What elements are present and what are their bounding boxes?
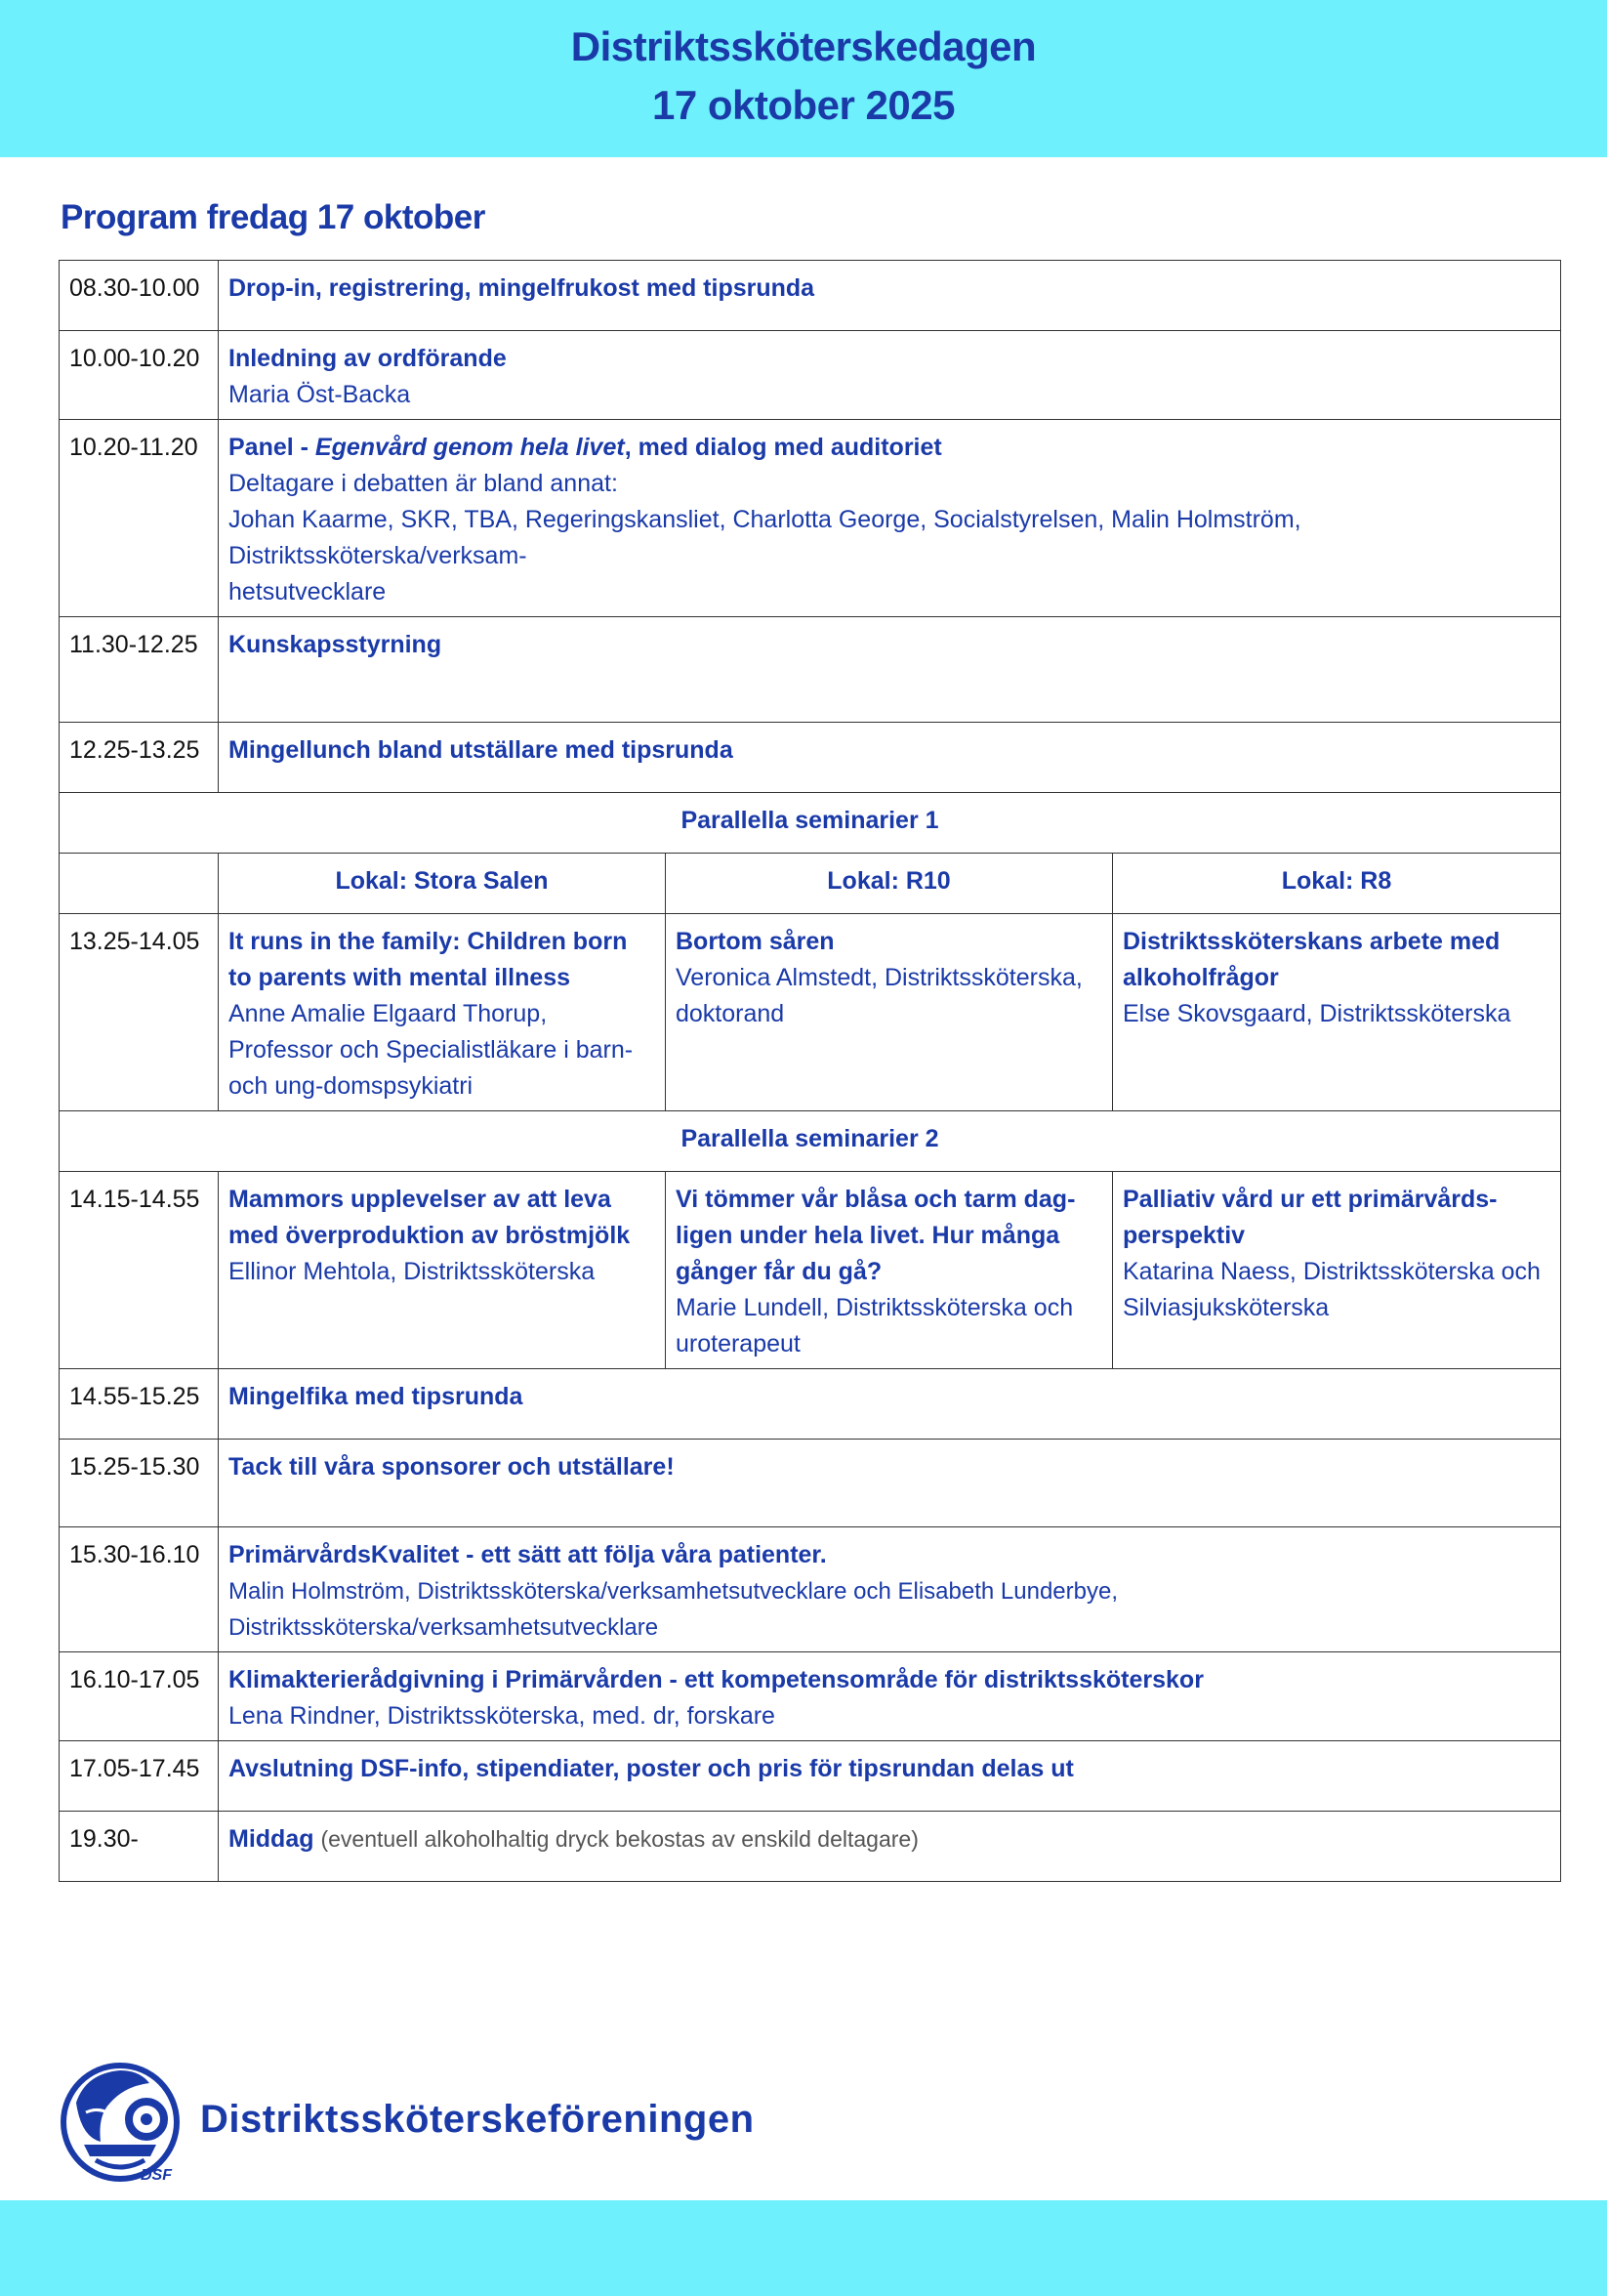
time-cell: 10.00-10.20 <box>60 331 219 420</box>
header-band <box>0 0 1607 157</box>
table-row <box>60 854 1561 914</box>
seminar-cell <box>1113 914 1561 1111</box>
footer-band <box>0 2200 1607 2296</box>
table-row <box>60 1440 1561 1527</box>
event-date: 17 oktober 2025 <box>651 82 955 128</box>
seminar-cell <box>219 914 666 1111</box>
seminar-speaker: Ellinor Mehtola, Distriktssköterska <box>228 1258 596 1285</box>
time-cell: 16.10-17.05 <box>60 1652 219 1741</box>
session-cell <box>219 1741 1561 1812</box>
panel-participants: Johan Kaarme, SKR, TBA, Regeringskansliet, Charlotta George, Socialstyrelsen, Malin Holmström, Distriktssköterska/verksam- <box>228 506 1301 569</box>
program-heading: Program fredag 17 oktober <box>61 198 485 236</box>
session-title: Drop-in, registrering, mingelfrukost med tipsrunda <box>228 274 815 302</box>
time-cell: 17.05-17.45 <box>60 1741 219 1812</box>
time-cell: 14.15-14.55 <box>60 1172 219 1369</box>
table-row <box>60 331 1561 420</box>
time-cell: 11.30-12.25 <box>60 617 219 723</box>
session-title <box>228 430 1550 466</box>
organization-name: Distriktssköterskeföreningen <box>200 2098 755 2141</box>
room-r8: Lokal: R8 <box>1113 854 1561 914</box>
panel-participants-cont: hetsutvecklare <box>228 578 387 605</box>
session-title: PrimärvårdsKvalitet - ett sätt att följa våra patienter. <box>228 1541 827 1568</box>
session-title: Mingelfika med tipsrunda <box>228 1383 523 1410</box>
seminar-speaker: Marie Lundell, Distriktssköterska och uroterapeut <box>676 1294 1074 1357</box>
time-cell: 13.25-14.05 <box>60 914 219 1111</box>
table-row <box>60 1652 1561 1741</box>
seminar-title: Distriktssköterskans arbete med alkoholfrågor <box>1123 928 1501 991</box>
logo-text: DSF <box>141 2167 172 2184</box>
session-cell <box>219 1812 1561 1882</box>
time-cell: 19.30- <box>60 1812 219 1882</box>
time-cell: 12.25-13.25 <box>60 723 219 793</box>
session-cell <box>219 723 1561 793</box>
parallel-heading-2: Parallella seminarier 2 <box>60 1111 1561 1172</box>
table-row <box>60 1111 1561 1172</box>
panel-intro: Deltagare i debatten är bland annat: <box>228 470 618 497</box>
seminar-cell <box>666 1172 1113 1369</box>
seminar-speaker: Veronica Almstedt, Distriktssköterska, doktorand <box>676 964 1083 1027</box>
time-cell: 08.30-10.00 <box>60 261 219 331</box>
room-r10: Lokal: R10 <box>666 854 1113 914</box>
table-row <box>60 1741 1561 1812</box>
session-title: Mingellunch bland utställare med tipsrunda <box>228 736 733 764</box>
time-cell: 14.55-15.25 <box>60 1369 219 1440</box>
seminar-speaker: Katarina Naess, Distriktssköterska och Silviasjuksköterska <box>1123 1258 1541 1321</box>
seminar-cell <box>1113 1172 1561 1369</box>
event-title: Distriktssköterskedagen <box>570 23 1037 69</box>
session-cell <box>219 331 1561 420</box>
seminar-speaker: Else Skovsgaard, Distriktssköterska <box>1123 1000 1511 1027</box>
session-title: Kunskapsstyrning <box>228 631 442 658</box>
table-row <box>60 617 1561 723</box>
seminar-title: Vi tömmer vår blåsa och tarm dag-ligen under hela livet. Hur många gånger får du gå? <box>676 1186 1076 1285</box>
session-title: Tack till våra sponsorer och utställare! <box>228 1453 675 1481</box>
session-note: (eventuell alkoholhaltig dryck bekostas av enskild deltagare) <box>320 1826 919 1852</box>
session-title: Middag <box>228 1825 314 1853</box>
session-cell <box>219 617 1561 723</box>
table-row <box>60 723 1561 793</box>
table-row <box>60 914 1561 1111</box>
table-row <box>60 420 1561 617</box>
seminar-title: It runs in the family: Children born to parents with mental illness <box>228 928 628 991</box>
table-row <box>60 1812 1561 1882</box>
session-speaker: Maria Öst-Backa <box>228 381 411 408</box>
seminar-title: Palliativ vård ur ett primärvårds-perspektiv <box>1123 1186 1498 1249</box>
seminar-speaker: Anne Amalie Elgaard Thorup, Professor och Specialistläkare i barn- och ung-domspsykiatri <box>228 1000 634 1100</box>
session-title: Klimakterierådgivning i Primärvården - ett kompetensområde för distriktssköterskor <box>228 1666 1204 1693</box>
dsf-logo-svg <box>57 2059 184 2186</box>
session-cell <box>219 1440 1561 1527</box>
seminar-title: Mammors upplevelser av att leva med överproduktion av bröstmjölk <box>228 1186 631 1249</box>
title-prefix: Panel - <box>228 434 315 461</box>
table-row <box>60 1369 1561 1440</box>
seminar-cell <box>666 914 1113 1111</box>
session-speaker: Malin Holmström, Distriktssköterska/verksamhetsutvecklare och Elisabeth Lunderbye, Distriktssköterska/verksamhetsutvecklare <box>228 1578 1119 1641</box>
room-stora-salen: Lokal: Stora Salen <box>219 854 666 914</box>
parallel-heading-1: Parallella seminarier 1 <box>60 793 1561 854</box>
table-row <box>60 1172 1561 1369</box>
session-title: Avslutning DSF-info, stipendiater, poster och pris för tipsrundan delas ut <box>228 1755 1074 1782</box>
session-cell <box>219 261 1561 331</box>
seminar-cell <box>219 1172 666 1369</box>
title-italic: Egenvård genom hela livet <box>314 434 625 461</box>
table-row <box>60 261 1561 331</box>
time-cell: 15.30-16.10 <box>60 1527 219 1652</box>
session-cell <box>219 1369 1561 1440</box>
program-table <box>59 260 1561 1882</box>
session-title: Inledning av ordförande <box>228 345 507 372</box>
title-suffix: , med dialog med auditoriet <box>624 434 942 461</box>
session-cell <box>219 1527 1561 1652</box>
seminar-title: Bortom såren <box>676 928 835 955</box>
time-cell: 10.20-11.20 <box>60 420 219 617</box>
dsf-logo-icon <box>57 2059 184 2186</box>
table-row <box>60 1527 1561 1652</box>
session-cell <box>219 1652 1561 1741</box>
empty-cell <box>60 854 219 914</box>
session-cell <box>219 420 1561 617</box>
table-row <box>60 793 1561 854</box>
time-cell: 15.25-15.30 <box>60 1440 219 1527</box>
session-speaker: Lena Rindner, Distriktssköterska, med. dr, forskare <box>228 1702 775 1730</box>
